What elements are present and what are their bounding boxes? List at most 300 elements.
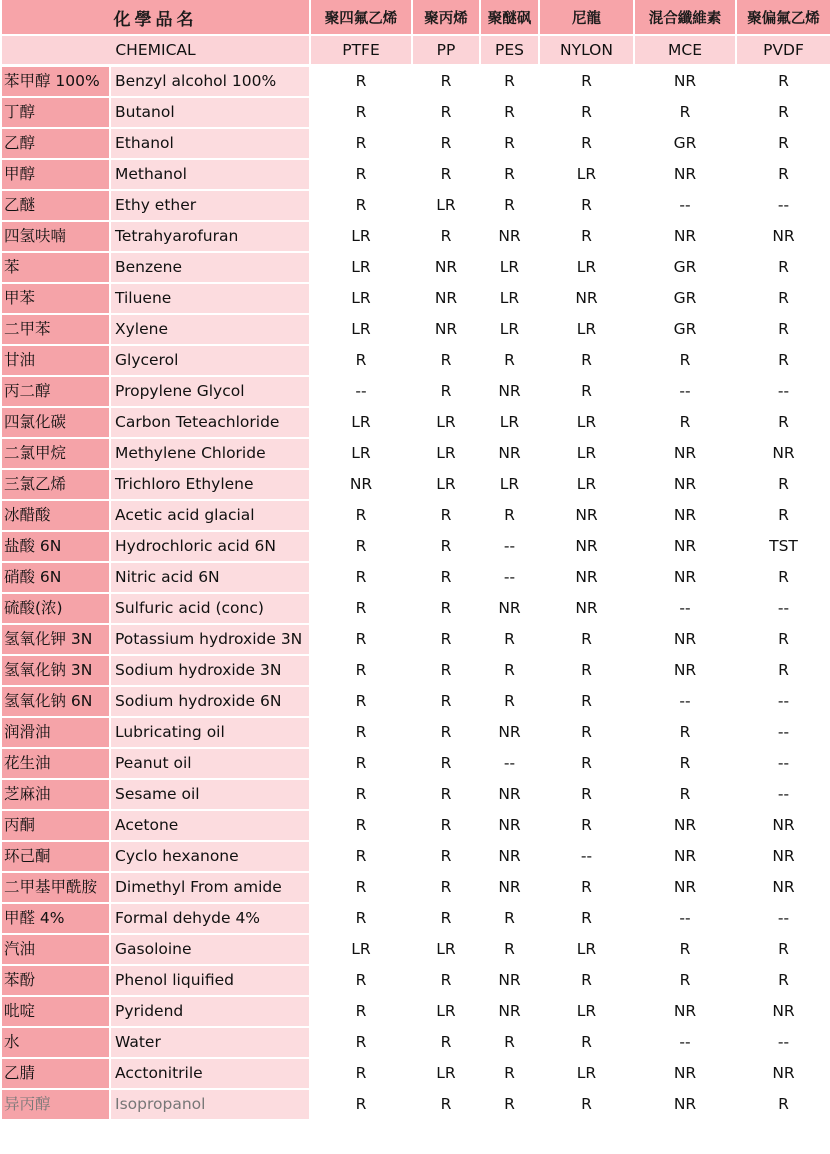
rating-pp: R: [440, 351, 452, 369]
chemical-name-en: Ethanol: [111, 129, 309, 158]
rating-mce: R: [679, 971, 691, 989]
rating-mce: --: [679, 599, 691, 617]
chemical-name-zh: 三氯乙烯: [2, 470, 109, 499]
rating-pes: --: [503, 537, 516, 555]
rating-ptfe: R: [355, 692, 367, 710]
table-row: [0, 594, 830, 623]
rating-ptfe: R: [355, 847, 367, 865]
chemical-name-zh: 二甲基甲酰胺: [2, 873, 109, 902]
rating-mce: NR: [673, 1064, 697, 1082]
rating-mce: NR: [673, 816, 697, 834]
rating-pes: R: [504, 134, 515, 152]
column-code-mce: MCE: [635, 36, 735, 64]
rating-ptfe: LR: [351, 258, 371, 276]
rating-pp: R: [440, 630, 452, 648]
table-row: [0, 842, 830, 871]
table-row: [0, 904, 830, 933]
rating-ptfe: R: [355, 165, 367, 183]
rating-ptfe: R: [355, 134, 367, 152]
rating-pp: R: [440, 692, 452, 710]
rating-nylon: R: [581, 785, 592, 803]
chemical-name-zh: 乙醚: [2, 191, 109, 220]
rating-pvdf: --: [777, 723, 790, 741]
rating-pes: NR: [498, 382, 521, 400]
chemical-name-en: Lubricating oil: [111, 718, 309, 747]
table-row: [0, 780, 830, 809]
chemical-name-en: Benzene: [111, 253, 309, 282]
rating-nylon: LR: [576, 940, 597, 958]
chemical-name-en: Xylene: [111, 315, 309, 344]
rating-nylon: R: [581, 909, 592, 927]
rating-pvdf: --: [777, 599, 790, 617]
chemical-name-en: Acetic acid glacial: [111, 501, 309, 530]
chemical-name-en: Isopropanol: [111, 1090, 309, 1119]
column-header-ptfe: 聚四氟乙烯: [311, 0, 411, 34]
rating-nylon: NR: [575, 506, 598, 524]
rating-pes: LR: [499, 320, 520, 338]
rating-pes: NR: [498, 1002, 521, 1020]
chemical-name-en: Peanut oil: [111, 749, 309, 778]
rating-ptfe: R: [355, 72, 367, 90]
chemical-name-en: Propylene Glycol: [111, 377, 309, 406]
chemical-name-en: Methylene Chloride: [111, 439, 309, 468]
chemical-name-en: Water: [111, 1028, 309, 1057]
rating-nylon: NR: [575, 599, 598, 617]
rating-nylon: R: [581, 878, 592, 896]
rating-nylon: LR: [576, 165, 597, 183]
rating-nylon: R: [581, 630, 592, 648]
rating-pp: R: [440, 506, 452, 524]
rating-ptfe: R: [355, 816, 367, 834]
table-row: [0, 873, 830, 902]
rating-nylon: LR: [576, 1064, 597, 1082]
column-header-nylon: 尼龍: [540, 0, 633, 34]
chemical-name-en: Cyclo hexanone: [111, 842, 309, 871]
rating-mce: NR: [673, 1095, 697, 1113]
rating-pp: LR: [436, 1064, 456, 1082]
rating-mce: NR: [673, 661, 697, 679]
table-row: [0, 315, 830, 344]
chemical-name-en: Pyridend: [111, 997, 309, 1026]
rating-pes: NR: [498, 971, 521, 989]
chemical-name-zh: 甘油: [2, 346, 109, 375]
chemical-name-en: Carbon Teteachloride: [111, 408, 309, 437]
rating-pvdf: TST: [769, 537, 798, 555]
chemical-name-zh: 二甲苯: [2, 315, 109, 344]
chemical-name-zh: 氢氧化钾 3N: [2, 625, 109, 654]
chemical-name-zh: 甲醛 4%: [2, 904, 109, 933]
rating-mce: R: [679, 103, 691, 121]
column-header-mce: 混合纖維素: [635, 0, 735, 34]
rating-pp: LR: [436, 1002, 456, 1020]
table-row: [0, 1090, 830, 1119]
rating-ptfe: R: [355, 909, 367, 927]
rating-nylon: LR: [576, 444, 597, 462]
chemical-name-en: Sodium hydroxide 6N: [111, 687, 309, 716]
table-row: [0, 222, 830, 251]
rating-mce: R: [679, 940, 691, 958]
rating-pvdf: --: [777, 196, 790, 214]
rating-pp: LR: [436, 444, 456, 462]
chemical-name-en: Gasoloine: [111, 935, 309, 964]
rating-mce: NR: [673, 878, 697, 896]
rating-mce: R: [679, 723, 691, 741]
table-row: [0, 470, 830, 499]
rating-pvdf: NR: [772, 816, 795, 834]
rating-pes: R: [504, 909, 515, 927]
rating-pes: NR: [498, 878, 521, 896]
rating-pes: LR: [499, 289, 520, 307]
rating-pvdf: R: [778, 320, 789, 338]
rating-pvdf: R: [778, 351, 789, 369]
rating-ptfe: R: [355, 196, 367, 214]
rating-pp: NR: [434, 320, 458, 338]
rating-pp: R: [440, 599, 452, 617]
rating-mce: NR: [673, 475, 697, 493]
chemical-name-zh: 冰醋酸: [2, 501, 109, 530]
chemical-name-zh: 硝酸 6N: [2, 563, 109, 592]
rating-mce: --: [679, 909, 691, 927]
rating-nylon: R: [581, 692, 592, 710]
rating-nylon: LR: [576, 413, 597, 431]
chemical-name-zh: 丙二醇: [2, 377, 109, 406]
rating-pp: R: [440, 103, 452, 121]
table-row: [0, 656, 830, 685]
rating-nylon: R: [581, 754, 592, 772]
chemical-name-en: Trichloro Ethylene: [111, 470, 309, 499]
rating-pp: R: [440, 816, 452, 834]
chemical-name-en: Methanol: [111, 160, 309, 189]
rating-pes: LR: [499, 258, 520, 276]
rating-ptfe: R: [355, 1002, 367, 1020]
table-row: [0, 408, 830, 437]
chemical-name-zh: 吡啶: [2, 997, 109, 1026]
chemical-name-en: Tetrahyarofuran: [111, 222, 309, 251]
rating-ptfe: R: [355, 878, 367, 896]
chemical-name-zh: 乙醇: [2, 129, 109, 158]
chemical-name-en: Acetone: [111, 811, 309, 840]
chemical-name-zh: 甲醇: [2, 160, 109, 189]
rating-pes: R: [504, 165, 515, 183]
rating-ptfe: R: [355, 971, 367, 989]
rating-nylon: R: [581, 971, 592, 989]
rating-pvdf: R: [778, 475, 789, 493]
rating-mce: --: [679, 1033, 691, 1051]
rating-pp: LR: [436, 475, 456, 493]
rating-pp: NR: [434, 289, 458, 307]
chemical-name-en: Sulfuric acid (conc): [111, 594, 309, 623]
rating-mce: --: [679, 196, 691, 214]
column-code-nylon: NYLON: [540, 36, 633, 64]
rating-nylon: R: [581, 723, 592, 741]
chemical-name-en: Phenol liquified: [111, 966, 309, 995]
rating-mce: GR: [673, 258, 697, 276]
rating-pp: NR: [434, 258, 458, 276]
rating-ptfe: LR: [351, 940, 371, 958]
rating-pp: R: [440, 909, 452, 927]
rating-pvdf: NR: [772, 444, 795, 462]
chemical-name-zh: 甲苯: [2, 284, 109, 313]
rating-pes: R: [504, 630, 515, 648]
chemical-name-zh: 润滑油: [2, 718, 109, 747]
rating-nylon: LR: [576, 258, 597, 276]
chemical-name-zh: 苯: [2, 253, 109, 282]
rating-pp: R: [440, 134, 452, 152]
rating-ptfe: LR: [351, 444, 371, 462]
rating-ptfe: R: [355, 506, 367, 524]
rating-pes: NR: [498, 227, 521, 245]
table-row: [0, 160, 830, 189]
table-row: [0, 1059, 830, 1088]
rating-pp: R: [440, 227, 452, 245]
rating-ptfe: R: [355, 1033, 367, 1051]
rating-pes: R: [504, 196, 515, 214]
rating-nylon: NR: [575, 568, 598, 586]
table-row: [0, 377, 830, 406]
rating-pes: R: [504, 103, 515, 121]
rating-pvdf: R: [778, 134, 789, 152]
rating-nylon: R: [581, 382, 592, 400]
rating-ptfe: R: [355, 661, 367, 679]
rating-pvdf: R: [778, 258, 789, 276]
rating-pvdf: R: [778, 103, 789, 121]
rating-pvdf: NR: [772, 1064, 795, 1082]
table-row: [0, 98, 830, 127]
rating-pes: LR: [499, 475, 520, 493]
rating-nylon: R: [581, 196, 592, 214]
rating-pvdf: NR: [772, 878, 795, 896]
rating-ptfe: LR: [351, 413, 371, 431]
table-row: [0, 501, 830, 530]
chemical-name-zh: 苯甲醇 100%: [2, 67, 109, 96]
rating-pes: R: [504, 72, 515, 90]
rating-pvdf: R: [778, 165, 789, 183]
rating-nylon: R: [581, 661, 592, 679]
rating-pp: R: [440, 568, 452, 586]
rating-nylon: LR: [576, 475, 597, 493]
rating-pvdf: R: [778, 630, 789, 648]
chinese-name-header: 化學品名: [2, 0, 309, 34]
rating-pes: NR: [498, 816, 521, 834]
rating-nylon: NR: [575, 537, 598, 555]
rating-pvdf: NR: [772, 227, 795, 245]
rating-pes: NR: [498, 847, 521, 865]
rating-pp: R: [440, 971, 452, 989]
rating-nylon: R: [581, 816, 592, 834]
rating-pes: --: [503, 754, 516, 772]
rating-pes: NR: [498, 723, 521, 741]
rating-mce: NR: [673, 165, 697, 183]
chemical-name-zh: 硫酸(浓): [2, 594, 109, 623]
table-row: [0, 284, 830, 313]
rating-mce: --: [679, 382, 691, 400]
chemical-name-zh: 氢氧化钠 3N: [2, 656, 109, 685]
chemical-name-zh: 四氢呋喃: [2, 222, 109, 251]
rating-ptfe: R: [355, 754, 367, 772]
rating-nylon: R: [581, 103, 592, 121]
table-row: [0, 67, 830, 96]
rating-pes: R: [504, 661, 515, 679]
rating-ptfe: R: [355, 103, 367, 121]
chemical-name-zh: 盐酸 6N: [2, 532, 109, 561]
rating-ptfe: LR: [351, 227, 371, 245]
rating-nylon: R: [581, 227, 592, 245]
rating-pp: LR: [436, 196, 456, 214]
rating-pp: R: [440, 754, 452, 772]
rating-mce: NR: [673, 72, 697, 90]
column-header-pes: 聚醚砜: [481, 0, 538, 34]
chemical-name-zh: 丙酮: [2, 811, 109, 840]
chemical-name-en: Potassium hydroxide 3N: [111, 625, 309, 654]
column-code-ptfe: PTFE: [311, 36, 411, 64]
rating-ptfe: NR: [349, 475, 373, 493]
column-code-pp: PP: [413, 36, 479, 64]
rating-pp: R: [440, 1095, 452, 1113]
rating-pvdf: R: [778, 940, 789, 958]
table-row: [0, 439, 830, 468]
chemical-name-en: Formal dehyde 4%: [111, 904, 309, 933]
table-row: [0, 811, 830, 840]
rating-pes: R: [504, 1095, 515, 1113]
column-header-pp: 聚丙烯: [413, 0, 479, 34]
rating-pvdf: R: [778, 568, 789, 586]
chemical-name-zh: 花生油: [2, 749, 109, 778]
table-row: [0, 966, 830, 995]
rating-mce: NR: [673, 444, 697, 462]
column-header-pvdf: 聚偏氟乙烯: [737, 0, 830, 34]
chemical-name-zh: 丁醇: [2, 98, 109, 127]
chemical-name-en: Hydrochloric acid 6N: [111, 532, 309, 561]
rating-pp: LR: [436, 413, 456, 431]
rating-pvdf: --: [777, 785, 790, 803]
rating-ptfe: --: [355, 382, 367, 400]
rating-pp: R: [440, 165, 452, 183]
rating-mce: GR: [673, 289, 697, 307]
rating-pvdf: R: [778, 289, 789, 307]
rating-nylon: R: [581, 1095, 592, 1113]
rating-nylon: R: [581, 134, 592, 152]
rating-ptfe: R: [355, 599, 367, 617]
rating-pes: R: [504, 506, 515, 524]
rating-pes: R: [504, 940, 515, 958]
rating-pvdf: --: [777, 382, 790, 400]
rating-pvdf: R: [778, 661, 789, 679]
rating-ptfe: LR: [351, 320, 371, 338]
table-row: [0, 997, 830, 1026]
rating-mce: NR: [673, 537, 697, 555]
rating-ptfe: R: [355, 723, 367, 741]
rating-mce: NR: [673, 506, 697, 524]
rating-ptfe: LR: [351, 289, 371, 307]
rating-ptfe: R: [355, 630, 367, 648]
table-row: [0, 532, 830, 561]
rating-pes: LR: [499, 413, 520, 431]
column-code-pvdf: PVDF: [737, 36, 830, 64]
chemical-header: CHEMICAL: [2, 36, 309, 64]
rating-ptfe: R: [355, 568, 367, 586]
rating-pvdf: R: [778, 506, 789, 524]
chemical-name-zh: 苯酚: [2, 966, 109, 995]
rating-mce: R: [679, 754, 691, 772]
chemical-name-zh: 汽油: [2, 935, 109, 964]
chemical-name-zh: 乙腈: [2, 1059, 109, 1088]
rating-ptfe: R: [355, 537, 367, 555]
rating-pvdf: --: [777, 1033, 790, 1051]
rating-pp: R: [440, 537, 452, 555]
rating-mce: R: [679, 785, 691, 803]
chemical-name-en: Ethy ether: [111, 191, 309, 220]
rating-mce: NR: [673, 227, 697, 245]
chemical-name-en: Nitric acid 6N: [111, 563, 309, 592]
rating-mce: --: [679, 692, 691, 710]
chemical-name-zh: 水: [2, 1028, 109, 1057]
table-row: [0, 253, 830, 282]
chemical-name-en: Acctonitrile: [111, 1059, 309, 1088]
chemical-name-en: Sesame oil: [111, 780, 309, 809]
rating-nylon: R: [581, 72, 592, 90]
rating-mce: GR: [673, 134, 697, 152]
rating-mce: GR: [673, 320, 697, 338]
rating-pp: R: [440, 847, 452, 865]
rating-pes: NR: [498, 785, 521, 803]
table-row: [0, 935, 830, 964]
rating-mce: R: [679, 351, 691, 369]
rating-pvdf: --: [777, 692, 790, 710]
rating-pp: R: [440, 382, 452, 400]
rating-pes: R: [504, 1033, 515, 1051]
rating-pp: R: [440, 723, 452, 741]
rating-pp: R: [440, 72, 452, 90]
rating-pp: R: [440, 785, 452, 803]
chemical-name-en: Tiluene: [111, 284, 309, 313]
table-row: [0, 346, 830, 375]
rating-pvdf: NR: [772, 847, 795, 865]
rating-pes: --: [503, 568, 516, 586]
chemical-name-zh: 氢氧化钠 6N: [2, 687, 109, 716]
rating-mce: NR: [673, 630, 697, 648]
rating-mce: R: [679, 413, 691, 431]
rating-pes: R: [504, 351, 515, 369]
rating-nylon: LR: [576, 320, 597, 338]
rating-ptfe: R: [355, 351, 367, 369]
rating-ptfe: R: [355, 785, 367, 803]
rating-pvdf: R: [778, 1095, 789, 1113]
chemical-name-zh: 四氯化碳: [2, 408, 109, 437]
table-row: [0, 129, 830, 158]
chemical-name-en: Benzyl alcohol 100%: [111, 67, 309, 96]
rating-pes: R: [504, 1064, 515, 1082]
rating-nylon: --: [580, 847, 593, 865]
rating-mce: NR: [673, 847, 697, 865]
chemical-name-en: Glycerol: [111, 346, 309, 375]
table-row: [0, 749, 830, 778]
rating-pp: R: [440, 661, 452, 679]
chemical-name-zh: 环己酮: [2, 842, 109, 871]
chemical-name-zh: 芝麻油: [2, 780, 109, 809]
table-row: [0, 718, 830, 747]
table-row: [0, 625, 830, 654]
table-row: [0, 563, 830, 592]
table-row: [0, 687, 830, 716]
chemical-name-zh: 异丙醇: [2, 1090, 109, 1119]
rating-pvdf: R: [778, 971, 789, 989]
rating-ptfe: R: [355, 1064, 367, 1082]
rating-nylon: R: [581, 1033, 592, 1051]
rating-pvdf: NR: [772, 1002, 795, 1020]
rating-ptfe: R: [355, 1095, 367, 1113]
table-row: [0, 1028, 830, 1057]
rating-pvdf: --: [777, 909, 790, 927]
